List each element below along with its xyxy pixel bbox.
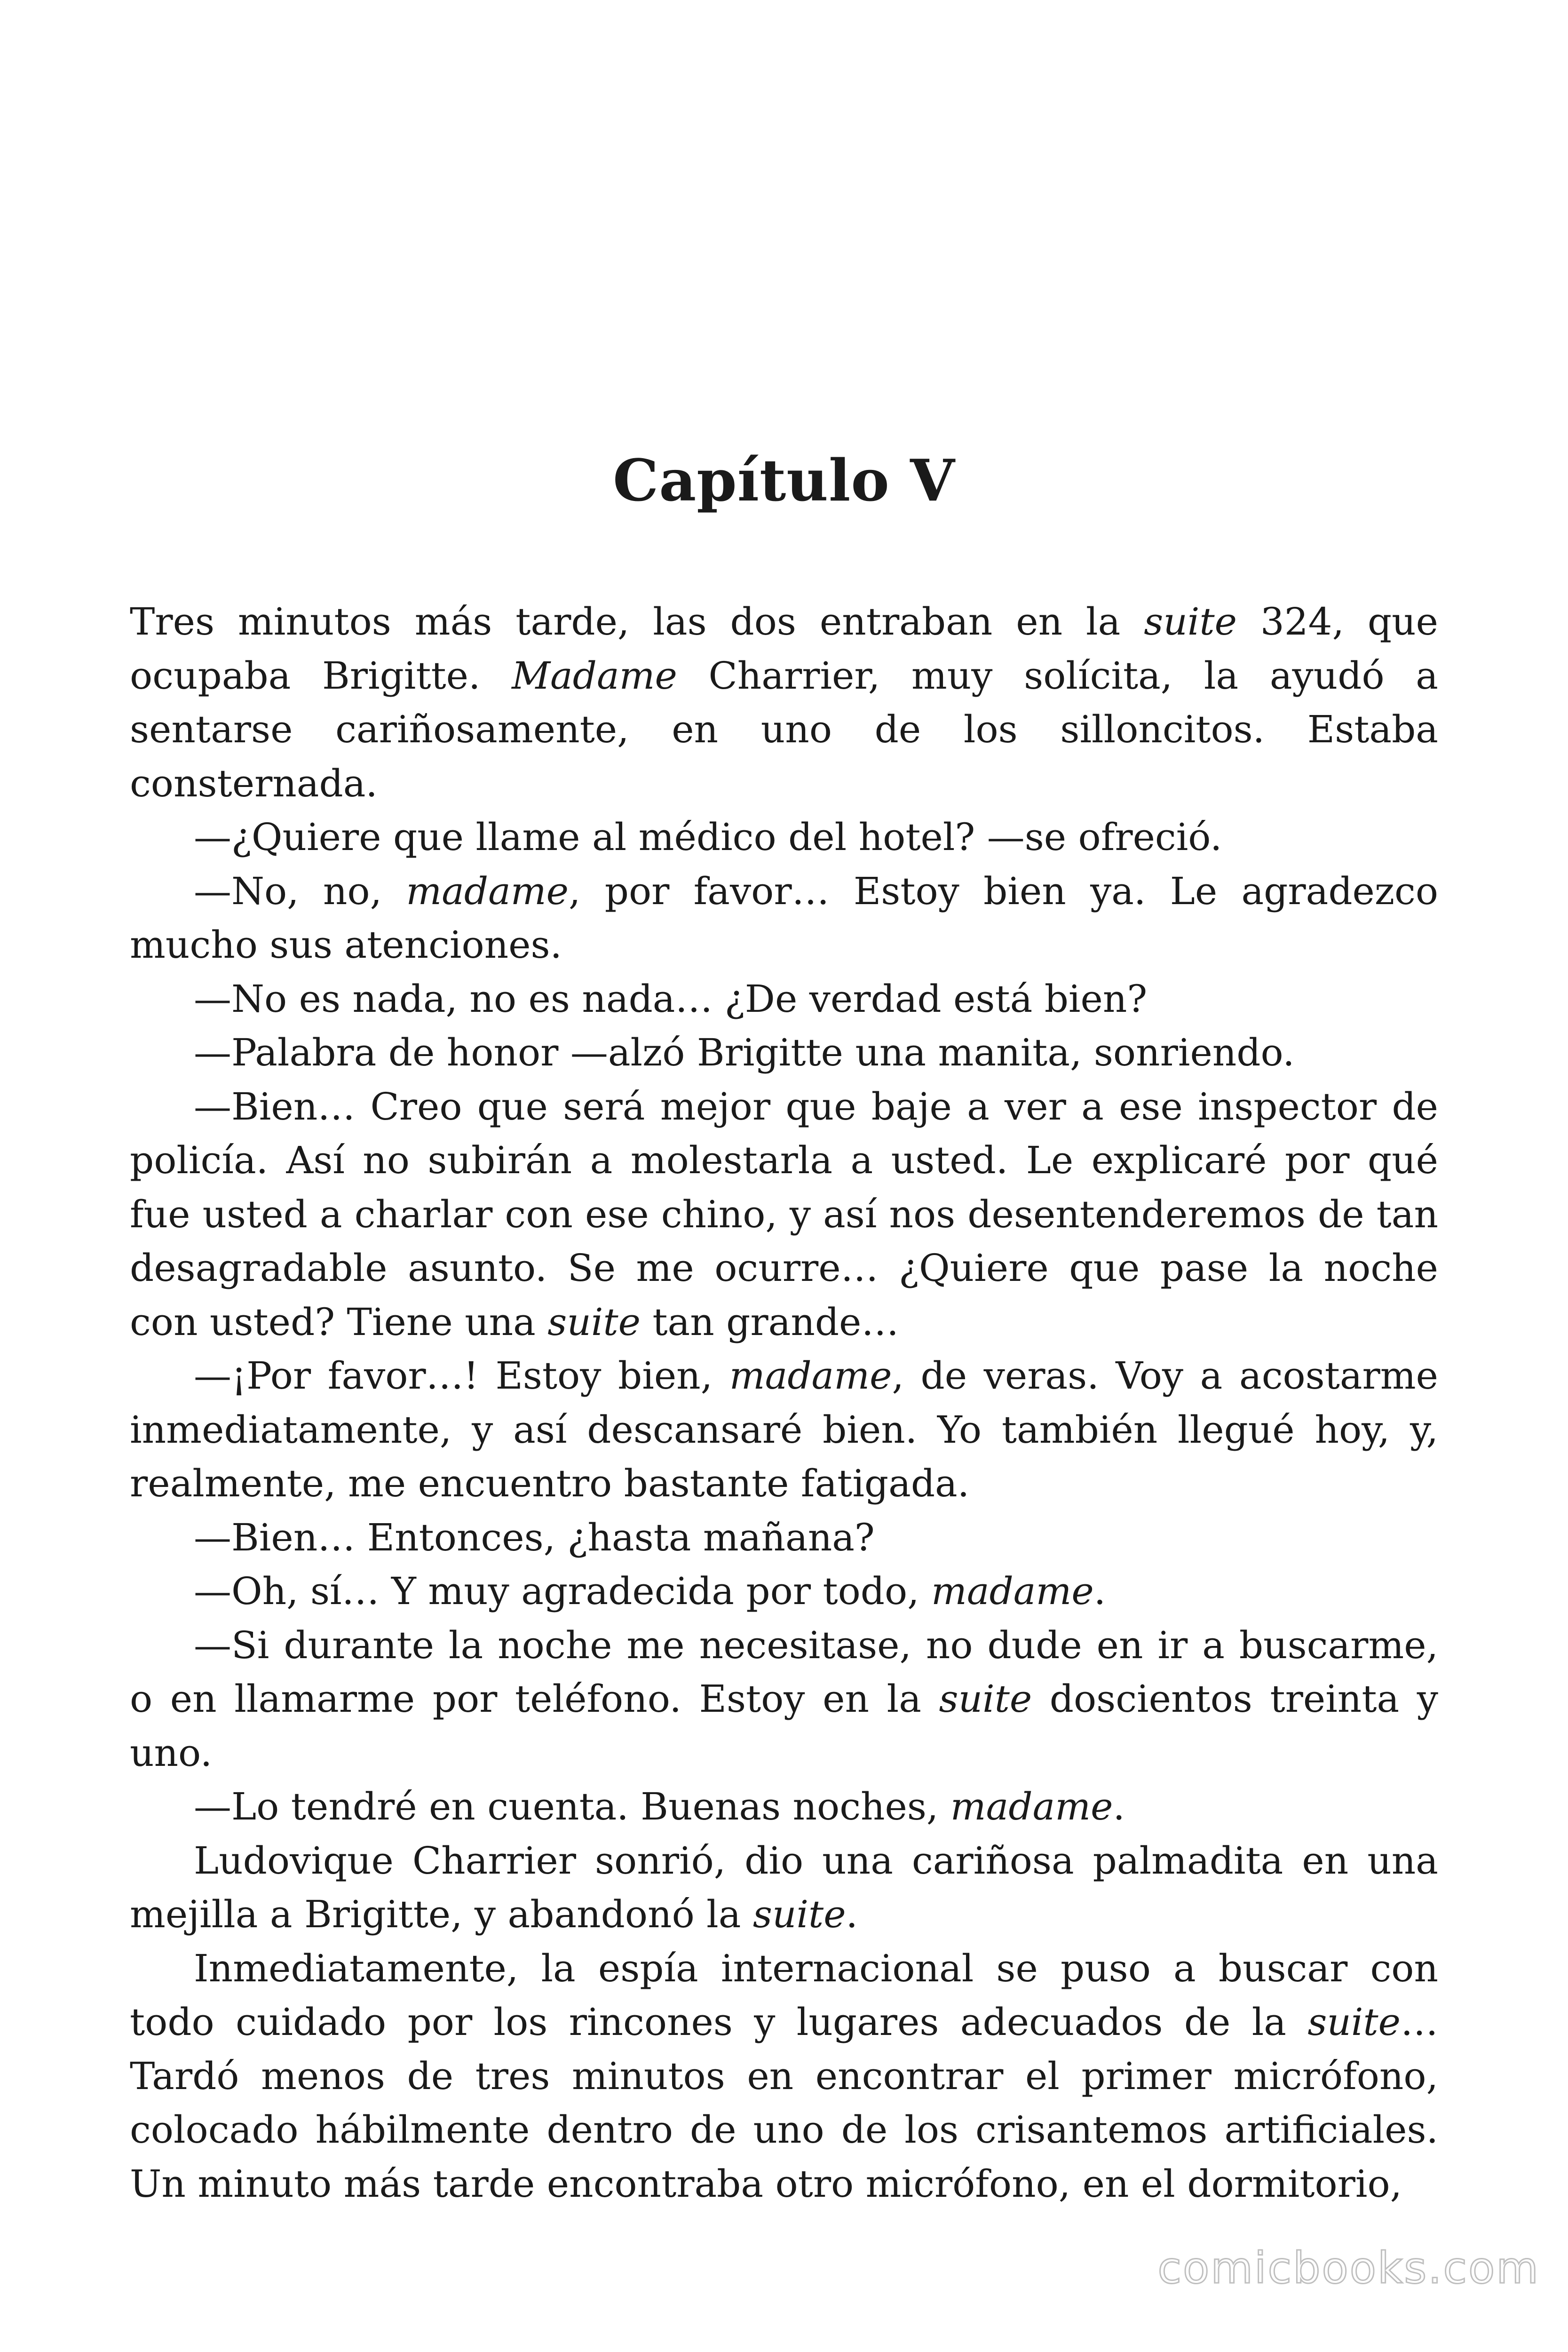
paragraph: —Lo tendré en cuenta. Buenas noches, madame. xyxy=(194,1785,1125,1828)
paragraph: Inmediatamente, la espía internacional se puso a buscar con todo cuidado por los rincones y lugares adecuados de la suite… Tardó menos de tres minutos en encontrar el primer micrófono, colocado hábilmente dentro de uno de los crisantemos artificiales. Un minuto más tarde encontraba otro micrófono, en el dormitorio, xyxy=(130,1946,1438,2206)
paragraph: —No, no, madame, por favor… Estoy bien ya. Le agradezco mucho sus atenciones. xyxy=(130,869,1439,967)
paragraph: Tres minutos más tarde, las dos entraban en la suite 324, que ocupaba Brigitte. Madame Charrier, muy solícita, la ayudó a sentarse cariñosamente, en uno de los silloncitos. Estaba consternada. xyxy=(130,600,1439,805)
paragraph: —Bien… Entonces, ¿hasta mañana? xyxy=(194,1515,875,1559)
paragraph: Ludovique Charrier sonrió, dio una cariñosa palmadita en una mejilla a Brigitte, y abandonó la suite. xyxy=(130,1838,1438,1936)
chapter-body xyxy=(130,595,1438,2211)
paragraph: —Oh, sí… Y muy agradecida por todo, madame. xyxy=(194,1569,1106,1613)
paragraph: —No es nada, no es nada… ¿De verdad está bien? xyxy=(194,977,1148,1021)
paragraph: —Bien… Creo que será mejor que baje a ver a ese inspector de policía. Así no subirán a molestarla a usted. Le explicaré por qué fue usted a charlar con ese chino, y así nos desentenderemos de tan desagradable asunto. Se me ocurre… ¿Quiere que pase la noche con usted? Tiene una suite tan grande… xyxy=(130,1084,1438,1344)
paragraph: —¿Quiere que llame al médico del hotel? —se ofreció. xyxy=(194,815,1222,859)
chapter-title: Capítulo V xyxy=(613,446,955,514)
site-watermark: comicbooks.com xyxy=(1157,2243,1540,2293)
paragraph: —Si durante la noche me necesitase, no dude en ir a buscarme, o en llamarme por teléfono. Estoy en la suite doscientos treinta y uno. xyxy=(130,1623,1438,1775)
paragraph: —¡Por favor…! Estoy bien, madame, de veras. Voy a acostarme inmediatamente, y así descansaré bien. Yo también llegué hoy, y, realmente, me encuentro bastante fatigada. xyxy=(130,1354,1439,1505)
paragraph: —Palabra de honor —alzó Brigitte una manita, sonriendo. xyxy=(194,1031,1295,1074)
